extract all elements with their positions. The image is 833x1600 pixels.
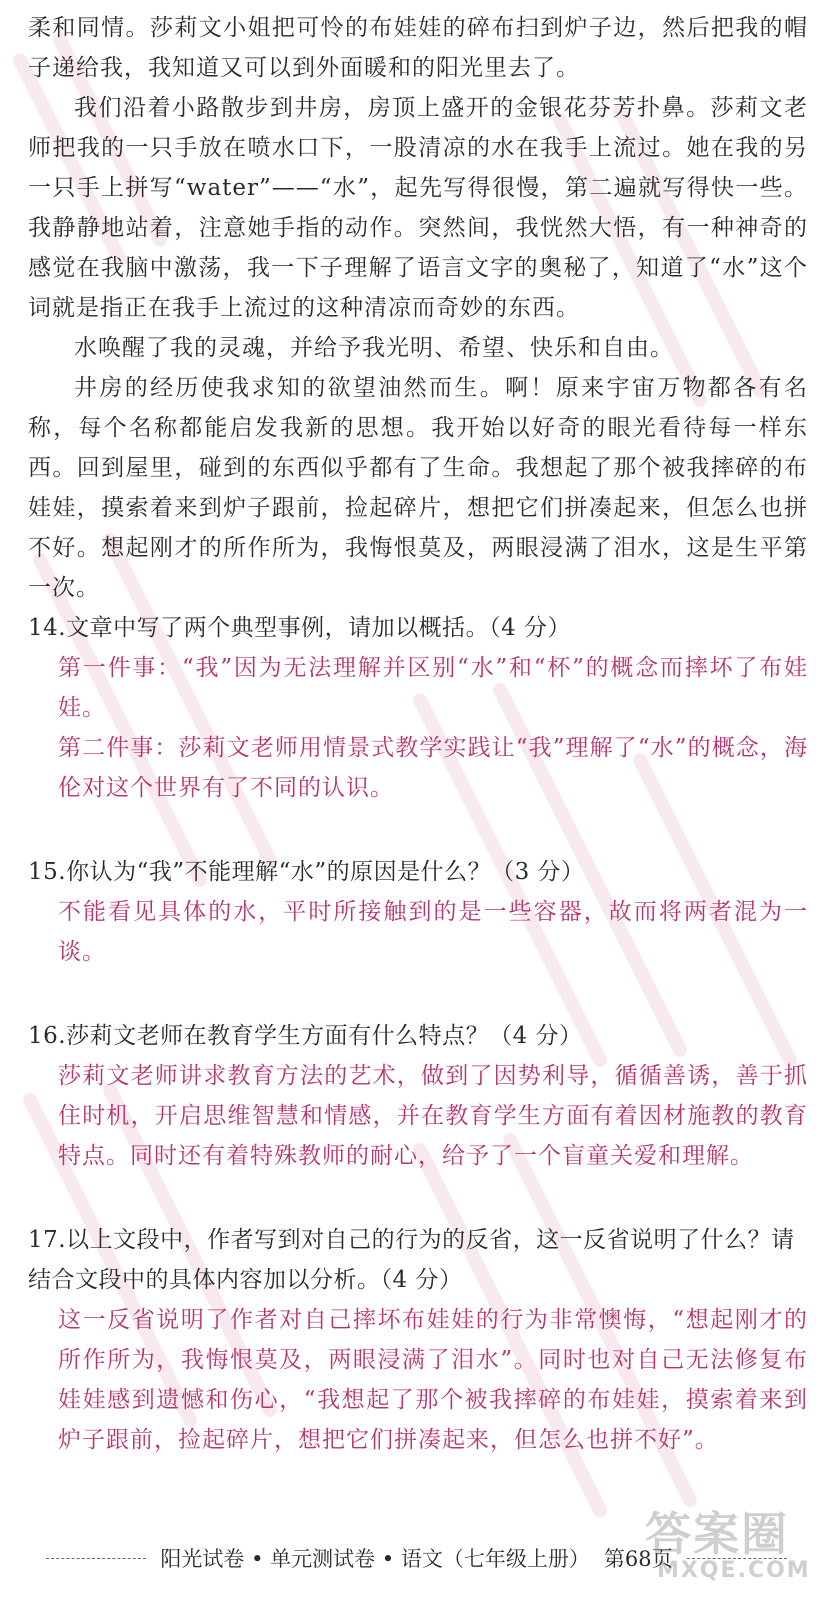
site-logo-url: MXQE.COM xyxy=(657,1558,811,1583)
question-16: 16.莎莉文老师在教育学生方面有什么特点？（4 分） xyxy=(28,1023,583,1049)
passage-paragraph-3: 水唤醒了我的灵魂，并给予我光明、希望、快乐和自由。 xyxy=(74,335,674,361)
answer-14-part-2: 第二件事：莎莉文老师用情景式教学实践让“我”理解了“水”的概念，海伦对这个世界有了不同的认识。 xyxy=(58,735,808,801)
site-logo-text: 答案圈 xyxy=(645,1507,789,1561)
question-17: 17.以上文段中，作者写到对自己的行为的反省，这一反省说明了什么？请结合文段中的具体内容加以分析。（4 分） xyxy=(28,1227,795,1293)
passage-paragraph-2: 我们沿着小路散步到井房，房顶上盛开的金银花芬芳扑鼻。莎莉文老师把我的一只手放在喷水口下，一股清凉的水在我手上流过。她在我的另一只手上拼写“water”——“水”，起先写得很慢，第二遍就写得快一些。我静静地站着，注意她手指的动作。突然间，我恍然大悟，有一种神奇的感觉在我脑中激荡，我一下子理解了语言文字的奥秘了，知道了“水”这个词就是指正在我手上流过的这种清凉而奇妙的东西。 xyxy=(28,95,808,321)
answer-16: 莎莉文老师讲求教育方法的艺术，做到了因势利导，循循善诱，善于抓住时机，开启思维智慧和情感，并在教育学生方面有着因材施教的教育特点。同时还有着特殊教师的耐心，给予了一个盲童关爱和理解。 xyxy=(58,1063,808,1169)
page-footer xyxy=(0,1538,833,1578)
question-15: 15.你认为“我”不能理解“水”的原因是什么？（3 分） xyxy=(28,859,585,885)
question-14: 14.文章中写了两个典型事例，请加以概括。（4 分） xyxy=(28,615,572,641)
answer-15: 不能看见具体的水，平时所接触到的是一些容器，故而将两者混为一谈。 xyxy=(58,899,808,965)
footer-divider-right xyxy=(687,1558,787,1559)
footer-book-title: 阳光试卷 • 单元测试卷 • 语文（七年级上册） xyxy=(160,1547,590,1571)
content-area xyxy=(28,8,808,1460)
footer-page-number: 第68页 xyxy=(603,1547,673,1571)
footer-divider-left xyxy=(46,1558,146,1559)
passage-paragraph-1: 柔和同情。莎莉文小姐把可怜的布娃娃的碎布扫到炉子边，然后把我的帽子递给我，我知道又可以到外面暖和的阳光里去了。 xyxy=(28,15,808,81)
passage-paragraph-4: 井房的经历使我求知的欲望油然而生。啊！原来宇宙万物都各有名称，每个名称都能启发我新的思想。我开始以好奇的眼光看待每一样东西。回到屋里，碰到的东西似乎都有了生命。我想起了那个被我摔碎的布娃娃，摸索着来到炉子跟前，捡起碎片，想把它们拼凑起来，但怎么也拼不好。想起刚才的所作所为，我悔恨莫及，两眼浸满了泪水，这是生平第一次。 xyxy=(28,375,808,601)
answer-14-part-1: 第一件事：“我”因为无法理解并区别“水”和“杯”的概念而摔坏了布娃娃。 xyxy=(58,655,808,721)
answer-17: 这一反省说明了作者对自己摔坏布娃娃的行为非常懊悔，“想起刚才的所作所为，我悔恨莫及，两眼浸满了泪水”。同时也对自己无法修复布娃娃感到遗憾和伤心，“我想起了那个被我摔碎的布娃娃，摸索着来到炉子跟前，捡起碎片，想把它们拼凑起来，但怎么也拼不好”。 xyxy=(58,1307,808,1453)
